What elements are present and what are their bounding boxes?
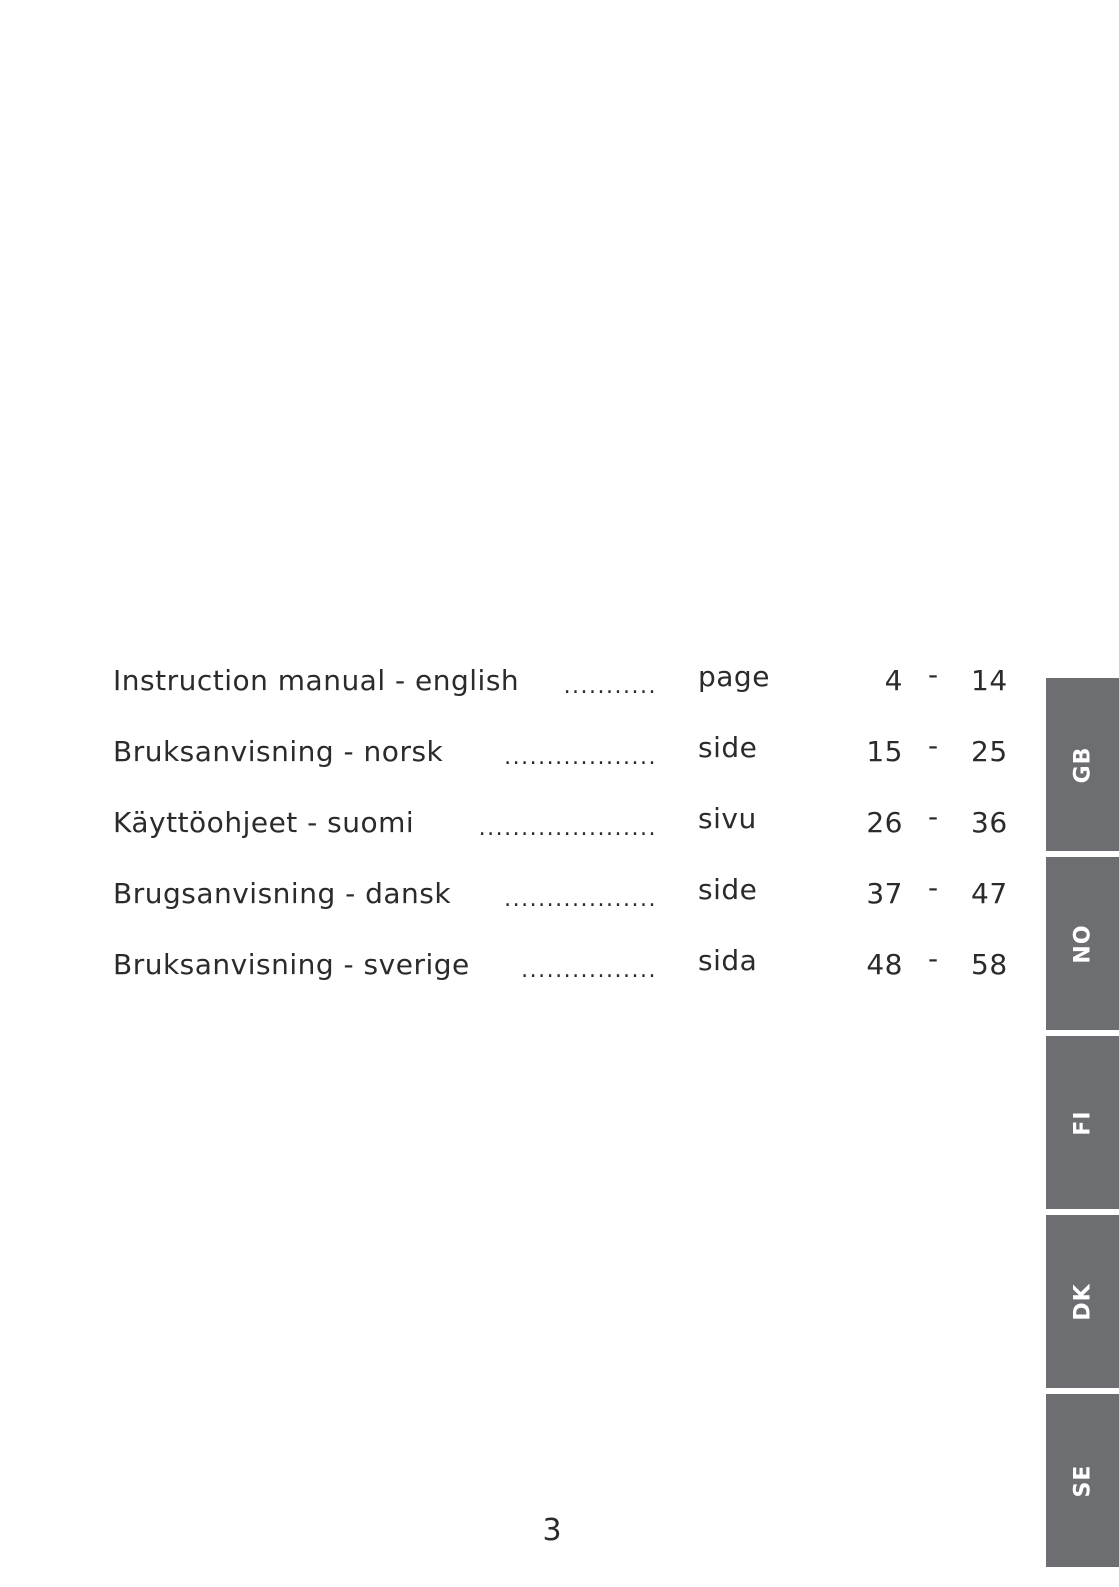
toc-page-word: sida <box>698 944 758 977</box>
toc-row-suomi[interactable] <box>0 798 1040 848</box>
page-number: 3 <box>542 1513 562 1548</box>
tab-label: NO <box>1070 923 1095 964</box>
toc-row-norsk[interactable] <box>0 727 1040 777</box>
toc-page-from: 37 <box>866 877 903 910</box>
language-tab-no[interactable] <box>1046 857 1119 1030</box>
toc-leader-dots: .................. <box>504 887 657 912</box>
toc-title: Instruction manual - english <box>113 664 520 697</box>
language-tab-dk[interactable] <box>1046 1215 1119 1388</box>
toc-leader-dots: ................ <box>521 958 657 983</box>
toc-row-english[interactable] <box>0 656 1040 706</box>
toc-page-to: 47 <box>971 877 1008 910</box>
toc-title: Bruksanvisning - norsk <box>113 735 444 768</box>
toc-page-word: page <box>698 660 770 693</box>
toc-title: Brugsanvisning - dansk <box>113 877 452 910</box>
toc-page-to: 14 <box>971 664 1008 697</box>
toc-leader-dots: ..................... <box>478 816 657 841</box>
toc-page-dash: - <box>928 658 939 691</box>
toc-row-dansk[interactable] <box>0 869 1040 919</box>
tab-label: FI <box>1070 1109 1095 1136</box>
toc-page-word: side <box>698 873 758 906</box>
language-tab-gb[interactable] <box>1046 678 1119 851</box>
toc-page-from: 15 <box>866 735 903 768</box>
toc-row-sverige[interactable] <box>0 940 1040 990</box>
toc-page-dash: - <box>928 800 939 833</box>
toc-page-to: 58 <box>971 948 1008 981</box>
language-tab-fi[interactable] <box>1046 1036 1119 1209</box>
toc-page-from: 26 <box>866 806 903 839</box>
tab-label: GB <box>1070 746 1095 783</box>
toc-page-dash: - <box>928 729 939 762</box>
toc-leader-dots: .................. <box>504 745 657 770</box>
tab-label: DK <box>1070 1282 1095 1321</box>
toc-page-dash: - <box>928 942 939 975</box>
toc-title: Käyttöohjeet - suomi <box>113 806 415 839</box>
toc-page-word: sivu <box>698 802 757 835</box>
toc-page-from: 4 <box>884 664 903 697</box>
tab-label: SE <box>1070 1464 1095 1497</box>
toc-leader-dots: ........... <box>563 674 657 699</box>
toc-page-word: side <box>698 731 758 764</box>
toc-page-from: 48 <box>866 948 903 981</box>
toc-title: Bruksanvisning - sverige <box>113 948 470 981</box>
toc-page-dash: - <box>928 871 939 904</box>
toc-page-to: 25 <box>971 735 1008 768</box>
toc-page-to: 36 <box>971 806 1008 839</box>
